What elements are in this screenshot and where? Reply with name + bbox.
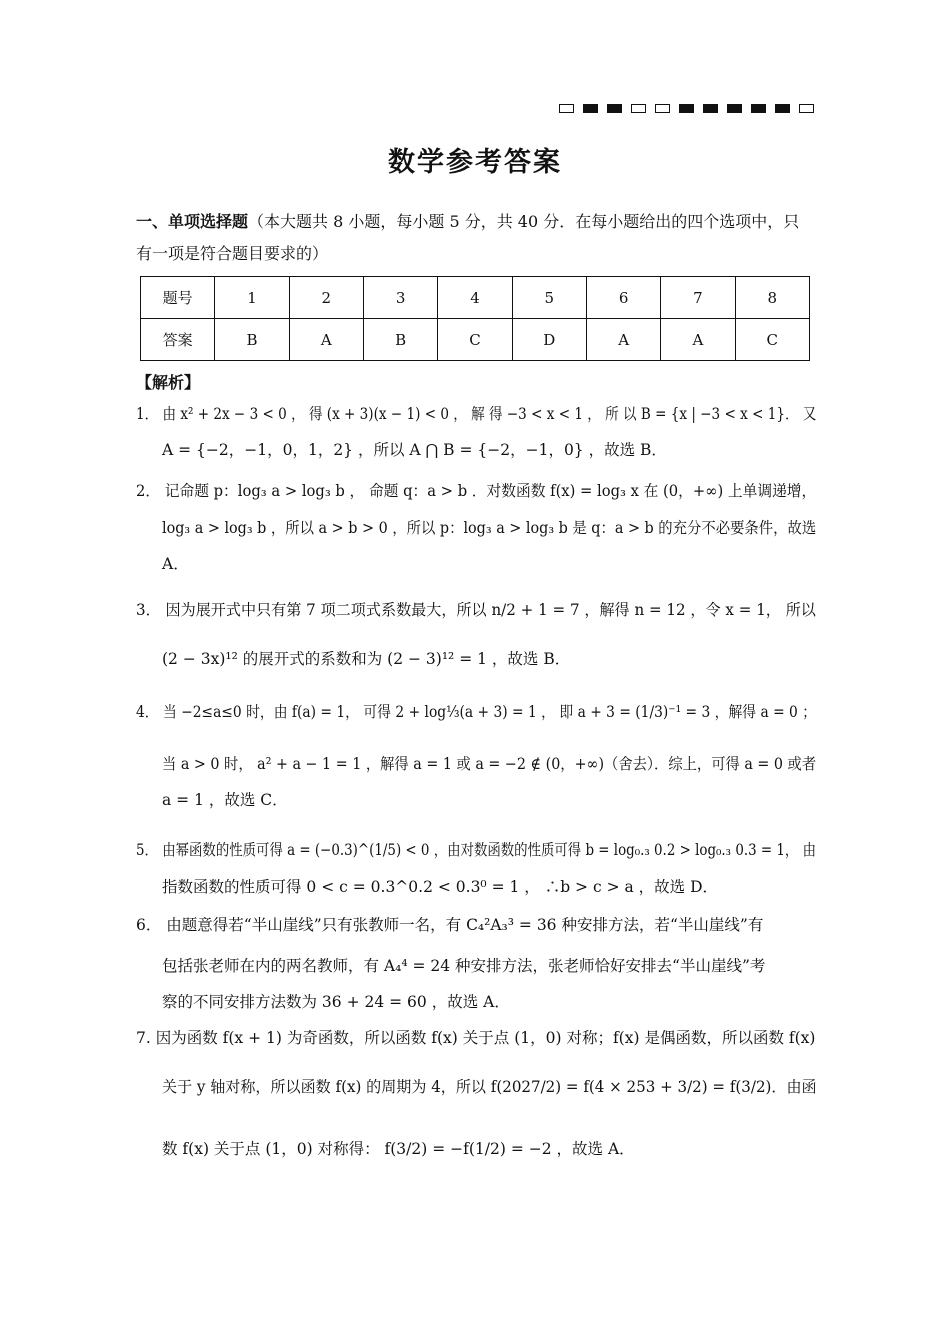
section-description-2: 有一项是符合题目要求的） [136,244,329,263]
answer-cell: C [735,319,809,361]
header-mark [799,104,814,113]
answer-cell: A [661,319,735,361]
question-row [141,277,810,319]
explanation-line: (2 − 3x)¹² 的展开式的系数和为 (2 − 3)¹² = 1 ，故选 B． [162,650,571,668]
section-number: 一、单项选择题 [136,212,249,231]
answer-cell: D [512,319,586,361]
question-cell: 6 [586,277,660,319]
explanation-line: 关于 y 轴对称，所以函数 f(x) 的周期为 4，所以 f(2027/2) = f(4 × 253 + 3/2) = f(3/2)．由函 [162,1078,817,1096]
analysis-label: 【解析】 [136,373,201,392]
question-cell: 5 [512,277,586,319]
explanation-line: 6． 由题意得若“半山崖线”只有张教师一名，有 C₄²A₃³ = 36 种安排方法，若“半山崖线”有 [136,916,764,934]
header-mark [679,104,694,113]
explanation-line: 3． 因为展开式中只有第 7 项二项式系数最大，所以 n/2 + 1 = 7 ，解得 n = 12 ，令 x = 1， 所以 [136,601,816,619]
explanation-line: 当 a > 0 时， a² + a − 1 = 1 ，解得 a = 1 或 a = −2 ∉ (0，+∞)（舍去）．综上，可得 a = 0 或者 [162,755,817,773]
header-mark [727,104,742,113]
explanation-line: 数 f(x) 关于点 (1，0) 对称得： f(3/2) = −f(1/2) = −2 ，故选 A． [162,1140,635,1158]
question-cell: 8 [735,277,809,319]
explanation-line: 7. 因为函数 f(x + 1) 为奇函数，所以函数 f(x) 关于点 (1，0) 对称；f(x) 是偶函数，所以函数 f(x) [136,1029,816,1047]
answer-row [141,319,810,361]
section-heading [136,206,816,270]
answer-cell: B [215,319,289,361]
section-description-1: （本大题共 8 小题，每小题 5 分，共 40 分．在每小题给出的四个选项中，只 [248,212,800,231]
answer-cell: A [289,319,363,361]
header-mark [775,104,790,113]
answer-cell: C [438,319,512,361]
answer-table [140,276,810,361]
explanation-line: 指数函数的性质可得 0 < c = 0.3^0.2 < 0.3⁰ = 1 ， ∴b > c > a ，故选 D． [162,878,719,896]
header-mark [559,104,574,113]
answer-cell: B [363,319,437,361]
page-title: 数学参考答案 [388,147,562,178]
explanation-line: 4． 当 −2≤a≤0 时，由 f(a) = 1， 可得 2 + log⅓(a + 3) = 1 ， 即 a + 3 = (1/3)⁻¹ = 3 ，解得 a = 0 ； [136,703,817,721]
explanation-line: 5． 由幂函数的性质可得 a = (−0.3)^(1/5) < 0 ，由对数函数的性质可得 b = log₀.₃ 0.2 > log₀.₃ 0.3 = 1， 由 [136,841,817,859]
answer-cell: A [586,319,660,361]
question-cell: 4 [438,277,512,319]
explanation-line: 察的不同安排方法数为 36 + 24 = 60 ，故选 A． [162,993,510,1011]
header-mark [655,104,670,113]
header-mark [583,104,598,113]
header-mark [607,104,622,113]
answer-row-label: 答案 [141,319,215,361]
question-cell: 7 [661,277,735,319]
explanation-line: A = {−2，−1，0，1，2} ，所以 A ⋂ B = {−2，−1，0} ，故选 B． [162,441,667,459]
explanation-line: 包括张老师在内的两名教师，有 A₄⁴ = 24 种安排方法，张老师恰好安排去“半山崖线”考 [162,957,766,975]
question-cell: 2 [289,277,363,319]
explanation-line: log₃ a > log₃ b ，所以 a > b > 0 ，所以 p：log₃ a > log₃ b 是 q：a > b 的充分不必要条件，故选 [162,519,817,537]
question-row-label: 题号 [141,277,215,319]
header-mark [751,104,766,113]
explanation-line: a = 1 ，故选 C． [162,791,288,809]
header-mark [631,104,646,113]
question-cell: 3 [363,277,437,319]
explanation-line: 2． 记命题 p：log₃ a > log₃ b ， 命题 q：a > b ．对数函数 f(x) = log₃ x 在 (0，+∞) 上单调递增， [136,482,817,500]
question-cell: 1 [215,277,289,319]
header-marks [559,104,814,113]
explanation-line: 1． 由 x² + 2x − 3 < 0 ， 得 (x + 3)(x − 1) < 0 ， 解 得 −3 < x < 1 ， 所 以 B = {x | −3 < x < 1}． 又 [136,405,817,423]
header-mark [703,104,718,113]
explanation-line: A． [162,555,189,573]
